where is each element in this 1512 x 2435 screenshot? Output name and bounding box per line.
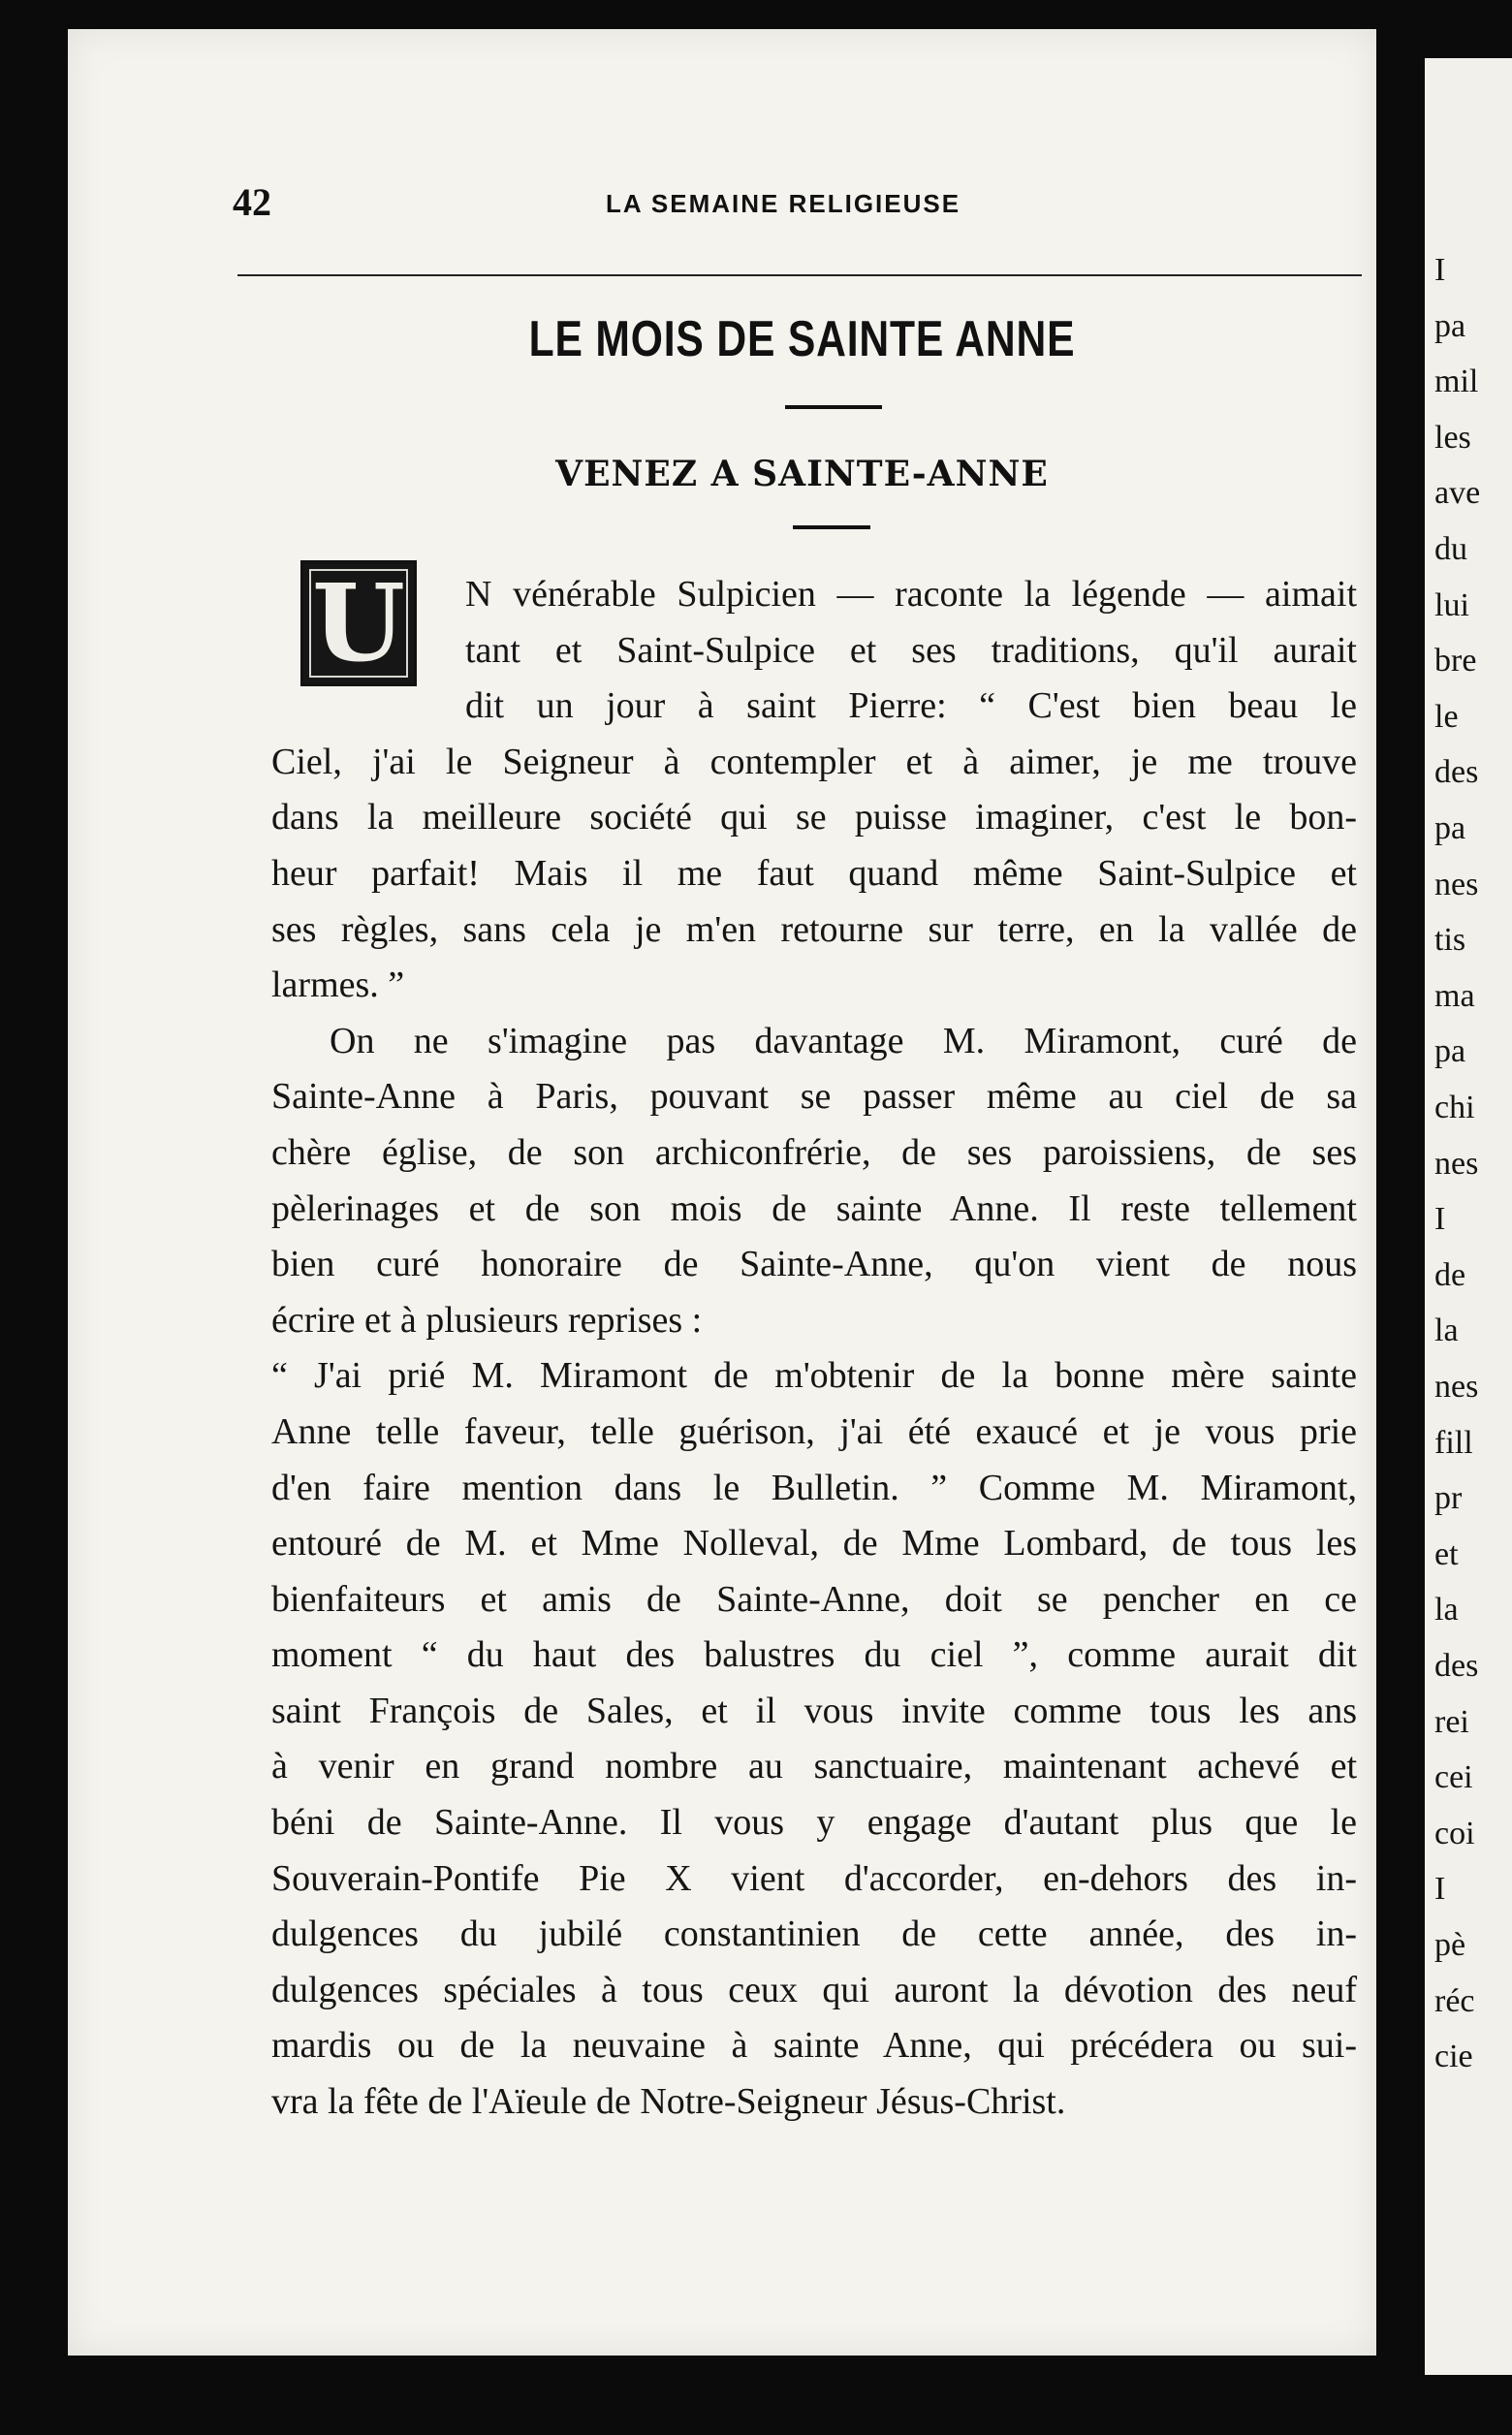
facing-page-fragment: le [1434, 698, 1459, 735]
facing-page-fragment: pa [1434, 1033, 1466, 1070]
body-line: dulgences spéciales à tous ceux qui auront la dévotion des neuf [271, 1969, 1357, 2010]
body-line: bien curé honoraire de Sainte-Anne, qu'on vient de nous [271, 1244, 1357, 1285]
facing-page-fragment: I [1434, 252, 1446, 288]
body-line: heur parfait! Mais il me faut quand même Saint-Sulpice et [271, 852, 1357, 894]
facing-page-fragment: cie [1434, 2039, 1473, 2075]
body-line: pèlerinages et de son mois de sainte Anne. Il reste tellement [271, 1187, 1357, 1229]
article-body [271, 560, 1357, 2131]
facing-page-fragment: I [1434, 1201, 1446, 1238]
facing-page-fragment: bre [1434, 643, 1477, 680]
body-line: dans la meilleure société qui se puisse imaginer, c'est le bon- [271, 797, 1357, 838]
page-number: 42 [233, 180, 271, 224]
header-divider [237, 274, 1362, 276]
body-line: N vénérable Sulpicien — raconte la légende — aimait [465, 574, 1357, 615]
facing-page-fragment: rei [1434, 1703, 1469, 1740]
facing-page-fragment: pè [1434, 1927, 1466, 1963]
facing-page-fragment: réc [1434, 1982, 1475, 2019]
facing-page-fragment: nes [1434, 1145, 1479, 1182]
facing-page-fragment: ma [1434, 977, 1475, 1014]
subtitle-divider [793, 525, 870, 529]
facing-page-fragment: nes [1434, 1369, 1479, 1405]
body-line: On ne s'imagine pas davantage M. Miramont, curé de [330, 1020, 1357, 1061]
body-line: chère église, de son archiconfrérie, de ses paroissiens, de ses [271, 1131, 1357, 1173]
facing-page-fragment: des [1434, 754, 1479, 791]
body-line: bienfaiteurs et amis de Sainte-Anne, doit se pencher en ce [271, 1578, 1357, 1620]
body-line: Ciel, j'ai le Seigneur à contempler et à aimer, je me trouve [271, 741, 1357, 782]
body-line: mardis ou de la neuvaine à sainte Anne, qui précédera ou sui- [271, 2025, 1357, 2067]
facing-page-fragment: nes [1434, 866, 1479, 902]
facing-page-fragment: de [1434, 1256, 1466, 1293]
body-line: dit un jour à saint Pierre: “ C'est bien beau le [465, 685, 1357, 727]
page-header [233, 179, 1371, 237]
facing-page-fragment: ave [1434, 475, 1481, 512]
article-subtitle: VENEZ A SAINTE-ANNE [555, 454, 1049, 494]
body-line: moment “ du haut des balustres du ciel ”, comme aurait dit [271, 1634, 1357, 1676]
body-line: écrire et à plusieurs reprises : [271, 1299, 703, 1341]
body-line: entouré de M. et Mme Nolleval, de Mme Lombard, de tous les [271, 1523, 1357, 1565]
body-line: Anne telle faveur, telle guérison, j'ai été exaucé et je vous prie [271, 1410, 1357, 1452]
body-line: larmes. ” [271, 965, 405, 1006]
facing-page-fragment: lui [1434, 586, 1469, 623]
facing-page-fragment: les [1434, 419, 1471, 456]
facing-page-fragment: mil [1434, 364, 1479, 400]
body-line: dulgences du jubilé constantinien de cette année, des in- [271, 1913, 1357, 1955]
facing-page-fragment: des [1434, 1648, 1479, 1684]
facing-page-fragment: chi [1434, 1090, 1475, 1125]
facing-page-fragment: tis [1434, 922, 1466, 959]
facing-page-fragment: pa [1434, 307, 1466, 344]
facing-page-fragment: coi [1434, 1815, 1475, 1851]
article-title: LE MOIS DE SAINTE ANNE [528, 311, 1076, 367]
body-line: tant et Saint-Sulpice et ses traditions, qu'il aurait [465, 629, 1357, 671]
body-line: à venir en grand nombre au sanctuaire, maintenant achevé et [271, 1746, 1357, 1787]
body-line: Sainte-Anne à Paris, pouvant se passer même au ciel de sa [271, 1076, 1357, 1118]
facing-page-fragment: et [1434, 1535, 1459, 1572]
body-line: d'en faire mention dans le Bulletin. ” Comme M. Miramont, [271, 1467, 1357, 1508]
facing-page-fragment: du [1434, 531, 1467, 567]
facing-page-edge [1425, 58, 1512, 2375]
facing-page-fragment: fill [1434, 1424, 1473, 1461]
running-title: LA SEMAINE RELIGIEUSE [606, 189, 961, 218]
facing-page-fragment: pa [1434, 810, 1466, 846]
body-line: ses règles, sans cela je m'en retourne sur terre, en la vallée de [271, 908, 1357, 950]
body-line: saint François de Sales, et il vous invite comme tous les ans [271, 1690, 1357, 1731]
title-divider [785, 405, 882, 409]
body-line: “ J'ai prié M. Miramont de m'obtenir de la bonne mère sainte [271, 1355, 1357, 1397]
facing-page-fragment: la [1434, 1312, 1459, 1349]
body-line: Souverain-Pontife Pie X vient d'accorder, en-dehors des in- [271, 1857, 1357, 1899]
facing-page-fragment: pr [1434, 1480, 1463, 1517]
facing-page-fragment: cei [1434, 1759, 1473, 1796]
facing-page-fragment: la [1434, 1592, 1459, 1629]
drop-cap-letter: U [312, 560, 405, 685]
body-line: vra la fête de l'Aïeule de Notre-Seigneur Jésus-Christ. [271, 2081, 1066, 2123]
body-line: béni de Sainte-Anne. Il vous y engage d'autant plus que le [271, 1802, 1357, 1844]
facing-page-fragment: I [1434, 1871, 1446, 1908]
